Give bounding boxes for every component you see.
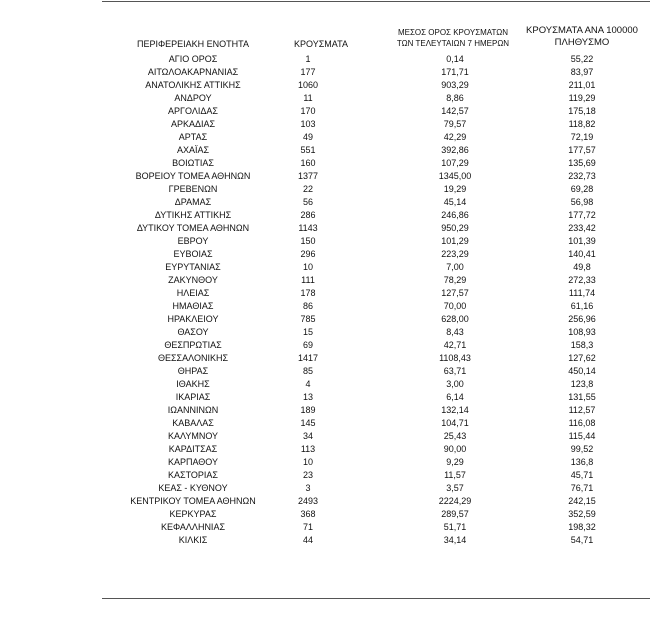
- cell-seven-day-average: 79,57: [443, 119, 467, 129]
- cell-seven-day-average: 45,14: [443, 197, 467, 207]
- cell-cases: 23: [302, 470, 313, 480]
- cell-region: ΙΚΑΡΙΑΣ: [175, 392, 211, 402]
- cell-region: ΖΑΚΥΝΘΟΥ: [168, 275, 218, 285]
- cell-seven-day-average: 6,14: [446, 392, 464, 402]
- table-row: [105, 235, 650, 248]
- cell-region: ΕΒΡΟΥ: [177, 236, 209, 246]
- header-cases: ΚΡΟΥΣΜΑΤΑ: [294, 39, 348, 49]
- table-row: [105, 521, 650, 534]
- cell-cases: 69: [302, 340, 313, 350]
- cell-cases: 103: [300, 119, 316, 129]
- table-row: [105, 118, 650, 131]
- cell-region: ΕΥΡΥΤΑΝΙΑΣ: [165, 262, 221, 272]
- cell-per-100000: 233,42: [568, 223, 596, 233]
- cell-cases: 13: [302, 392, 313, 402]
- cell-per-100000: 99,52: [570, 444, 594, 454]
- table-row: [105, 443, 650, 456]
- cell-cases: 177: [300, 67, 316, 77]
- cell-region: ΑΧΑΪΑΣ: [176, 145, 210, 155]
- cell-seven-day-average: 950,29: [441, 223, 469, 233]
- header-per-line2: ΠΛΗΘΥΣΜΟ: [554, 37, 610, 48]
- cell-seven-day-average: 8,43: [446, 327, 464, 337]
- cell-per-100000: 101,39: [568, 236, 596, 246]
- cell-region: ΘΕΣΠΡΩΤΙΑΣ: [164, 340, 222, 350]
- cell-per-100000: 118,82: [568, 119, 596, 129]
- header-avg-line2: ΤΩΝ ΤΕΛΕΥΤΑΙΩΝ 7 ΗΜΕΡΩΝ: [396, 39, 510, 48]
- cell-seven-day-average: 392,86: [441, 145, 469, 155]
- table-row: [105, 144, 650, 157]
- cell-seven-day-average: 107,29: [441, 158, 469, 168]
- cell-cases: 10: [302, 262, 313, 272]
- cell-cases: 150: [300, 236, 316, 246]
- bottom-rule: [102, 598, 650, 599]
- cell-cases: 1143: [298, 223, 318, 233]
- cell-per-100000: 69,28: [570, 184, 594, 194]
- cell-cases: 551: [300, 145, 316, 155]
- cell-per-100000: 175,18: [568, 106, 596, 116]
- cell-per-100000: 115,44: [568, 431, 596, 441]
- table-row: [105, 365, 650, 378]
- cell-region: ΚΑΡΔΙΤΣΑΣ: [168, 444, 218, 454]
- cell-region: ΚΑΣΤΟΡΙΑΣ: [168, 470, 218, 480]
- table-row: [105, 287, 650, 300]
- top-rule: [102, 1, 650, 2]
- cell-cases: 11: [303, 93, 313, 103]
- table-row: [105, 391, 650, 404]
- cell-region: ΑΡΓΟΛΙΔΑΣ: [168, 106, 218, 116]
- cell-per-100000: 119,29: [568, 93, 596, 103]
- cell-region: ΔΡΑΜΑΣ: [174, 197, 212, 207]
- cell-cases: 49: [302, 132, 313, 142]
- table-row: [105, 183, 650, 196]
- table-row: [105, 404, 650, 417]
- cell-seven-day-average: 171,71: [441, 67, 469, 77]
- table-row: [105, 326, 650, 339]
- cell-seven-day-average: 132,14: [441, 405, 469, 415]
- cell-per-100000: 108,93: [568, 327, 596, 337]
- cell-per-100000: 136,8: [570, 457, 594, 467]
- table-row: [105, 430, 650, 443]
- header-cases-per-100000: [517, 25, 647, 49]
- table-row: [105, 105, 650, 118]
- table-row: [105, 131, 650, 144]
- table-row: [105, 495, 650, 508]
- cell-cases: 15: [302, 327, 313, 337]
- cell-seven-day-average: 104,71: [441, 418, 469, 428]
- cell-cases: 145: [300, 418, 316, 428]
- cell-per-100000: 177,57: [568, 145, 596, 155]
- table-row: [105, 378, 650, 391]
- cell-region: ΗΡΑΚΛΕΙΟΥ: [167, 314, 219, 324]
- cell-cases: 22: [302, 184, 313, 194]
- cell-per-100000: 242,15: [568, 496, 596, 506]
- cell-cases: 1: [305, 54, 311, 64]
- cell-cases: 170: [300, 106, 316, 116]
- cell-region: ΙΘΑΚΗΣ: [176, 379, 210, 389]
- cell-region: ΔΥΤΙΚΟΥ ΤΟΜΕΑ ΑΘΗΝΩΝ: [136, 223, 250, 233]
- cell-cases: 178: [300, 288, 316, 298]
- cell-cases: 189: [300, 405, 316, 415]
- table-row: [105, 508, 650, 521]
- cell-per-100000: 177,72: [568, 210, 596, 220]
- cell-cases: 10: [302, 457, 313, 467]
- table-row: [105, 534, 650, 547]
- cell-seven-day-average: 8,86: [446, 93, 464, 103]
- cell-per-100000: 55,22: [570, 54, 594, 64]
- cell-seven-day-average: 246,86: [441, 210, 469, 220]
- cell-cases: 296: [300, 249, 316, 259]
- cell-seven-day-average: 1345,00: [438, 171, 472, 181]
- table-row: [105, 209, 650, 222]
- cell-cases: 113: [300, 444, 316, 454]
- cell-seven-day-average: 628,00: [441, 314, 469, 324]
- cell-region: ΙΩΑΝΝΙΝΩΝ: [167, 405, 219, 415]
- cell-region: ΑΙΤΩΛΟΑΚΑΡΝΑΝΙΑΣ: [147, 67, 239, 77]
- cell-region: ΒΟΙΩΤΙΑΣ: [172, 158, 214, 168]
- table-row: [105, 92, 650, 105]
- table-row: [105, 469, 650, 482]
- cell-cases: 2493: [297, 496, 319, 506]
- cell-per-100000: 131,55: [568, 392, 596, 402]
- cell-per-100000: 56,98: [570, 197, 594, 207]
- header-seven-day-average: [388, 27, 518, 49]
- cell-cases: 71: [302, 522, 313, 532]
- cell-per-100000: 54,71: [570, 535, 594, 545]
- cell-per-100000: 450,14: [568, 366, 596, 376]
- table-row: [105, 313, 650, 326]
- table-row: [105, 300, 650, 313]
- cell-cases: 1417: [297, 353, 319, 363]
- cell-seven-day-average: 903,29: [441, 80, 469, 90]
- table-row: [105, 79, 650, 92]
- cell-region: ΚΑΒΑΛΑΣ: [172, 418, 214, 428]
- cell-region: ΘΗΡΑΣ: [177, 366, 209, 376]
- cell-seven-day-average: 142,57: [441, 106, 469, 116]
- cell-seven-day-average: 90,00: [443, 444, 467, 454]
- cell-cases: 1377: [297, 171, 319, 181]
- cell-region: ΑΡΚΑΔΙΑΣ: [170, 119, 216, 129]
- cell-per-100000: 198,32: [568, 522, 596, 532]
- cell-seven-day-average: 11,57: [444, 470, 466, 480]
- cell-cases: 3: [305, 483, 311, 493]
- cell-region: ΚΑΡΠΑΘΟΥ: [167, 457, 219, 467]
- cell-seven-day-average: 1108,43: [439, 353, 471, 363]
- cell-region: ΑΡΤΑΣ: [178, 132, 208, 142]
- cell-cases: 4: [305, 379, 311, 389]
- cell-per-100000: 61,16: [570, 301, 594, 311]
- cell-per-100000: 135,69: [568, 158, 596, 168]
- cell-per-100000: 83,97: [570, 67, 594, 77]
- cell-per-100000: 112,57: [568, 405, 596, 415]
- cell-seven-day-average: 9,29: [446, 457, 464, 467]
- cell-cases: 86: [302, 301, 313, 311]
- table-row: [105, 66, 650, 79]
- cell-seven-day-average: 3,57: [446, 483, 464, 493]
- cell-seven-day-average: 127,57: [441, 288, 469, 298]
- cell-seven-day-average: 63,71: [443, 366, 467, 376]
- cell-per-100000: 72,19: [570, 132, 594, 142]
- cell-cases: 111: [301, 275, 315, 285]
- cell-region: ΚΕΡΚΥΡΑΣ: [169, 509, 217, 519]
- cell-per-100000: 76,71: [570, 483, 594, 493]
- cell-cases: 785: [300, 314, 316, 324]
- cell-cases: 160: [300, 158, 316, 168]
- cell-region: ΚΑΛΥΜΝΟΥ: [167, 431, 219, 441]
- table-row: [105, 352, 650, 365]
- table-row: [105, 248, 650, 261]
- cell-seven-day-average: 34,14: [443, 535, 467, 545]
- cell-cases: 286: [300, 210, 316, 220]
- cell-region: ΗΜΑΘΙΑΣ: [172, 301, 214, 311]
- table-body: [105, 53, 650, 547]
- cell-per-100000: 140,41: [568, 249, 596, 259]
- cell-per-100000: 49,8: [573, 262, 591, 272]
- cell-per-100000: 256,96: [568, 314, 596, 324]
- table-row: [105, 417, 650, 430]
- cell-region: ΓΡΕΒΕΝΩΝ: [168, 184, 218, 194]
- cell-cases: 56: [302, 197, 313, 207]
- cell-seven-day-average: 101,29: [441, 236, 469, 246]
- cell-per-100000: 352,59: [568, 509, 596, 519]
- table-row: [105, 170, 650, 183]
- cell-region: ΔΥΤΙΚΗΣ ΑΤΤΙΚΗΣ: [154, 210, 232, 220]
- cell-per-100000: 123,8: [570, 379, 594, 389]
- cell-per-100000: 232,73: [568, 171, 596, 181]
- table-row: [105, 261, 650, 274]
- cell-seven-day-average: 25,43: [443, 431, 467, 441]
- cell-region: ΘΕΣΣΑΛΟΝΙΚΗΣ: [157, 353, 229, 363]
- header-region: ΠΕΡΙΦΕΡΕΙΑΚΗ ΕΝΟΤΗΤΑ: [136, 39, 250, 49]
- cell-per-100000: 116,08: [568, 418, 596, 428]
- cell-region: ΑΝΑΤΟΛΙΚΗΣ ΑΤΤΙΚΗΣ: [145, 80, 241, 90]
- table-row: [105, 222, 650, 235]
- cell-seven-day-average: 70,00: [443, 301, 467, 311]
- cell-cases: 368: [300, 509, 316, 519]
- cell-per-100000: 158,3: [570, 340, 594, 350]
- cell-per-100000: 45,71: [570, 470, 594, 480]
- table-row: [105, 196, 650, 209]
- cell-per-100000: 127,62: [568, 353, 596, 363]
- cell-region: ΒΟΡΕΙΟΥ ΤΟΜΕΑ ΑΘΗΝΩΝ: [135, 171, 251, 181]
- cell-region: ΑΝΔΡΟΥ: [174, 93, 212, 103]
- table-row: [105, 339, 650, 352]
- cell-cases: 1060: [297, 80, 319, 90]
- cell-region: ΚΙΛΚΙΣ: [178, 535, 208, 545]
- cell-region: ΚΕΝΤΡΙΚΟΥ ΤΟΜΕΑ ΑΘΗΝΩΝ: [130, 496, 256, 506]
- table-row: [105, 53, 650, 66]
- cell-seven-day-average: 51,71: [443, 522, 467, 532]
- cell-region: ΑΓΙΟ ΟΡΟΣ: [168, 54, 218, 64]
- table-row: [105, 274, 650, 287]
- cell-seven-day-average: 289,57: [441, 509, 469, 519]
- cell-region: ΗΛΕΙΑΣ: [176, 288, 210, 298]
- table-row: [105, 456, 650, 469]
- cell-seven-day-average: 78,29: [443, 275, 467, 285]
- cell-per-100000: 272,33: [568, 275, 596, 285]
- cell-region: ΕΥΒΟΙΑΣ: [173, 249, 213, 259]
- header-avg-line1: ΜΕΣΟΣ ΟΡΟΣ ΚΡΟΥΣΜΑΤΩΝ: [397, 28, 509, 37]
- table-row: [105, 157, 650, 170]
- cell-region: ΚΕΦΑΛΛΗΝΙΑΣ: [160, 522, 226, 532]
- cell-per-100000: 211,01: [568, 80, 596, 90]
- cell-per-100000: 111,74: [568, 288, 596, 298]
- cell-region: ΘΑΣΟΥ: [177, 327, 209, 337]
- cell-seven-day-average: 2224,29: [438, 496, 472, 506]
- cell-seven-day-average: 42,29: [443, 132, 467, 142]
- table-row: [105, 482, 650, 495]
- cell-region: ΚΕΑΣ - ΚΥΘΝΟΥ: [158, 483, 228, 493]
- header-per-line1: ΚΡΟΥΣΜΑΤΑ ΑΝΑ 100000: [526, 25, 638, 36]
- cell-seven-day-average: 223,29: [441, 249, 469, 259]
- cell-seven-day-average: 19,29: [443, 184, 467, 194]
- cell-seven-day-average: 42,71: [443, 340, 467, 350]
- cell-seven-day-average: 7,00: [446, 262, 464, 272]
- cell-cases: 34: [302, 431, 313, 441]
- cell-seven-day-average: 0,14: [446, 54, 464, 64]
- cell-cases: 44: [302, 535, 313, 545]
- cell-seven-day-average: 3,00: [446, 379, 464, 389]
- cell-cases: 85: [302, 366, 313, 376]
